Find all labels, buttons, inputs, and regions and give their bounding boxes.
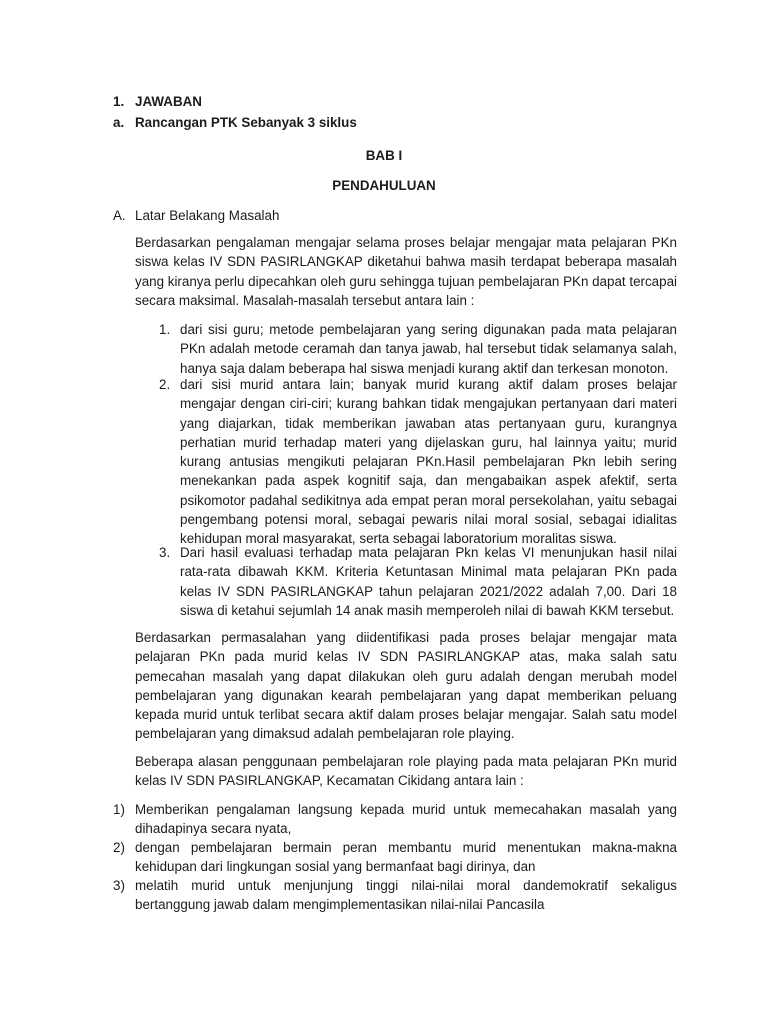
problem-item-1: dari sisi guru; metode pembelajaran yang sering digunakan pada mata pelajaran PKn adalah metode ceramah dan tanya jawab, hal tersebut tidak selamanya salah, hanya saja dalam beberapa hal siswa menjadi kurang aktif dan terkesan monoton. <box>180 322 677 376</box>
problem-marker-2: 2. <box>159 377 171 392</box>
problem-item-2: dari sisi murid antara lain; banyak murid kurang aktif dalam proses belajar mengajar dengan ciri-ciri; kurang bahkan tidak mengajukan pertanyaan dari materi yang diajarkan, tidak memberikan jawaban atas pertanyaan guru, kurangnya perhatian murid terhadap materi yang dijelaskan guru, hal lainnya yaitu; murid kurang antusias mengikuti pelajaran PKn.Hasil pembelajaran Pkn lebih sering menekankan pada aspek kognitif saja, dan mengabaikan aspek afektif, serta psikomotor padahal sedikitnya ada empat peran moral persekolahan, yaitu sebagai pengembang potensi moral, sebagai pewaris nilai moral sosial, sebagai idialitas kehidupan moral masyarakat, serta sebagai laboratorium moralitas siswa. <box>180 377 677 547</box>
problem-item-3: Dari hasil evaluasi terhadap mata pelajaran Pkn kelas VI menunjukan hasil nilai rata-rata dibawah KKM. Kriteria Ketuntasan Minimal mata pelajaran PKn pada kelas IV SDN PASIRLANGKAP tahun pelajaran 2021/2022 adalah 7,00. Dari 18 siswa di ketahui sejumlah 14 anak masih memperoleh nilai di bawah KKM tersebut. <box>180 545 677 618</box>
reason-marker-1: 1) <box>113 802 125 817</box>
reason-marker-3: 3) <box>113 878 125 893</box>
section-a-title: Latar Belakang Masalah <box>135 208 280 223</box>
problem-marker-1: 1. <box>159 322 171 337</box>
intro-paragraph: Berdasarkan pengalaman mengajar selama proses belajar mengajar mata pelajaran PKn siswa kelas IV SDN PASIRLANGKAP diketahui bahwa masih terdapat beberapa masalah yang kiranya perlu dipecahkan oleh guru sehingga tujuan pembelajaran PKn dapat tercapai secara maksimal. Masalah-masalah tersebut antara lain : <box>135 235 677 308</box>
heading-number-1: 1. <box>113 94 125 109</box>
heading-rancangan: Rancangan PTK Sebanyak 3 siklus <box>135 115 357 130</box>
paragraph-3: Beberapa alasan penggunaan pembelajaran role playing pada mata pelajaran PKn murid kelas IV SDN PASIRLANGKAP, Kecamatan Cikidang antara lain : <box>135 754 677 789</box>
reason-marker-2: 2) <box>113 840 125 855</box>
reason-item-3: melatih murid untuk menjunjung tinggi nilai-nilai moral dandemokratif sekaligus bertanggung jawab dalam mengimplementasikan nilai-nilai Pancasila <box>135 878 677 913</box>
paragraph-2: Berdasarkan permasalahan yang diidentifikasi pada proses belajar mengajar mata pelajaran PKn pada murid kelas IV SDN PASIRLANGKAP atas, maka salah satu pemecahan masalah yang dapat dilakukan oleh guru adalah dengan merubah model pembelajaran yang digunakan kearah pembelajaran yang dapat memberikan peluang kepada murid untuk terlibat secara aktif dalam proses belajar mengajar. Salah satu model pembelajaran yang dimaksud adalah pembelajaran role playing. <box>135 630 677 742</box>
reason-item-1: Memberikan pengalaman langsung kepada murid untuk memecahakan masalah yang dihadapinya secara nyata, <box>135 802 677 837</box>
heading-letter-a: a. <box>113 115 125 130</box>
problem-marker-3: 3. <box>159 545 171 560</box>
chapter-title: PENDAHULUAN <box>332 178 436 193</box>
bab-title: BAB I <box>365 148 403 163</box>
heading-jawaban: JAWABAN <box>135 94 202 109</box>
reason-item-2: dengan pembelajaran bermain peran membantu murid menentukan makna-makna kehidupan dari lingkungan sosial yang bermanfaat bagi dirinya, dan <box>135 840 677 875</box>
section-a-marker: A. <box>113 208 126 223</box>
